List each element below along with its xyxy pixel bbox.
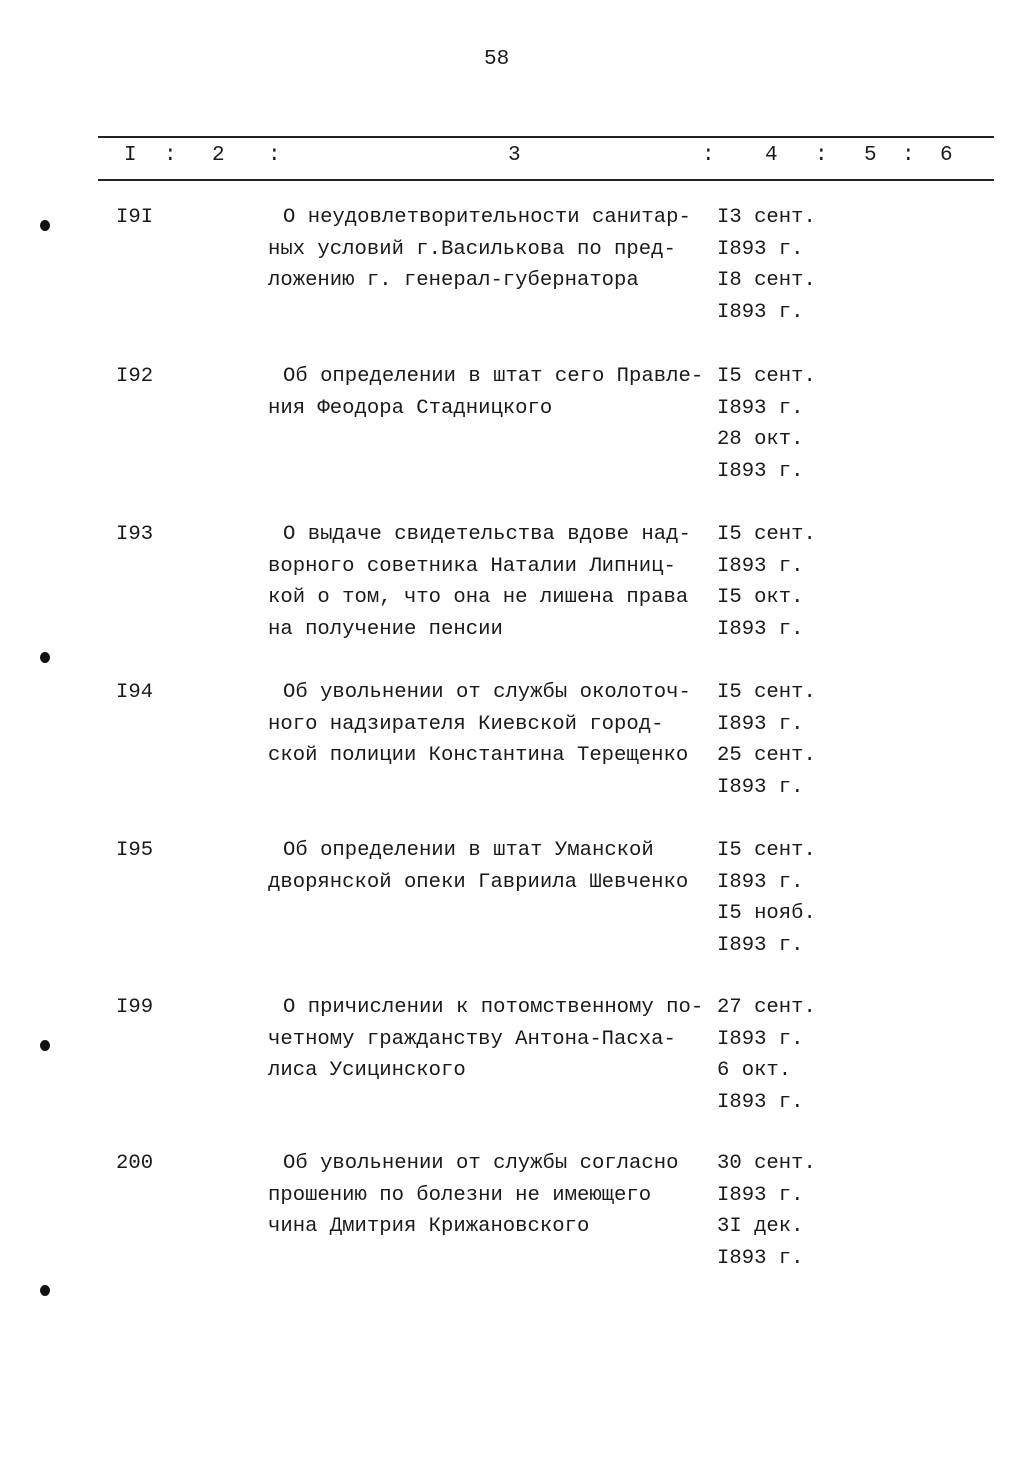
description-line: ворного советника Наталии Липниц- [268,554,676,578]
description-line: Об определении в штат сего Правле- [283,365,704,388]
date-line: I893 г. [717,396,804,420]
entry-number: I94 [116,681,154,704]
date-line: I893 г. [717,775,804,799]
register-entry [0,519,1024,659]
register-entry [0,361,1024,501]
date-line: 30 сент. [717,1152,816,1175]
header-sep: : [702,144,715,167]
entry-description [268,992,703,1087]
header-col-2: 2 [212,144,225,167]
date-line: I893 г. [717,459,804,483]
punch-hole-mark [40,1285,50,1296]
entry-dates [717,677,816,803]
punch-hole-mark [40,220,50,231]
date-line: I893 г. [717,237,804,261]
entry-number: 200 [116,1152,154,1175]
description-line: ской полиции Константина Терещенко [268,744,689,767]
date-line: I3 сент. [717,206,816,229]
entry-dates [717,1148,816,1274]
entry-description [268,202,691,297]
entry-number: I9I [116,206,154,229]
header-sep: : [902,144,915,167]
description-line: О неудовлетворительности санитар- [283,206,691,229]
entry-description [268,835,688,898]
header-top-rule [98,136,994,138]
header-col-4: 4 [765,144,778,167]
description-line: лиса Усицинского [268,1059,466,1082]
register-entry [0,677,1024,817]
date-line: I893 г. [717,554,804,578]
entry-description [268,361,703,424]
header-bottom-rule [98,179,994,181]
date-line: I8 сент. [717,269,816,292]
date-line: I893 г. [717,933,804,957]
date-line: I893 г. [717,1246,804,1270]
punch-hole-mark [40,652,50,663]
entry-number: I95 [116,839,154,862]
date-line: I893 г. [717,1027,804,1051]
description-line: Об увольнении от службы согласно [283,1152,679,1175]
header-sep: : [164,144,177,167]
description-line: Об увольнении от службы околоточ- [283,681,691,704]
date-line: I893 г. [717,1090,804,1114]
date-line: I5 сент. [717,365,816,388]
page-number: 58 [484,48,510,71]
date-line: I5 нояб. [717,902,816,925]
punch-hole-mark [40,1040,50,1051]
register-entry [0,1148,1024,1288]
entry-number: I93 [116,523,154,546]
date-line: I5 сент. [717,523,816,546]
description-line: О причислении к потомственному по- [283,996,704,1019]
date-line: 27 сент. [717,996,816,1019]
date-line: I5 сент. [717,839,816,862]
description-line: Об определении в штат Уманской [283,839,654,862]
date-line: I893 г. [717,870,804,894]
date-line: I5 сент. [717,681,816,704]
register-entry [0,835,1024,975]
register-entry [0,202,1024,342]
header-col-6: 6 [940,144,953,167]
description-line: ния Феодора Стадницкого [268,396,553,420]
date-line: I893 г. [717,712,804,736]
entry-dates [717,835,816,961]
header-col-3: 3 [508,144,521,167]
header-sep: : [815,144,828,167]
description-line: ложению г. генерал-губернатора [268,269,639,292]
description-line: прошению по болезни не имеющего [268,1183,652,1207]
header-sep: : [268,144,281,167]
date-line: I893 г. [717,617,804,641]
entry-dates [717,361,816,487]
date-line: I893 г. [717,300,804,324]
register-entry [0,992,1024,1132]
entry-description [268,677,691,772]
header-col-5: 5 [864,144,877,167]
entry-description [268,1148,678,1243]
description-line: ного надзирателя Киевской город- [268,712,664,736]
description-line: О выдаче свидетельства вдове над- [283,523,691,546]
date-line: I893 г. [717,1183,804,1207]
entry-description [268,519,691,645]
entry-dates [717,992,816,1118]
description-line: ных условий г.Василькова по пред- [268,237,676,261]
date-line: 28 окт. [717,428,804,451]
description-line: четному гражданству Антона-Пасха- [268,1027,676,1051]
description-line: на получение пенсии [268,617,503,641]
entry-dates [717,202,816,328]
description-line: чина Дмитрия Крижановского [268,1215,590,1238]
header-col-1: I [124,144,137,167]
date-line: 6 окт. [717,1059,792,1082]
description-line: дворянской опеки Гавриила Шевченко [268,870,689,894]
description-line: кой о том, что она не лишена права [268,586,689,609]
date-line: I5 окт. [717,586,804,609]
entry-number: I92 [116,365,154,388]
date-line: 3I дек. [717,1215,804,1238]
entry-dates [717,519,816,645]
date-line: 25 сент. [717,744,816,767]
entry-number: I99 [116,996,154,1019]
